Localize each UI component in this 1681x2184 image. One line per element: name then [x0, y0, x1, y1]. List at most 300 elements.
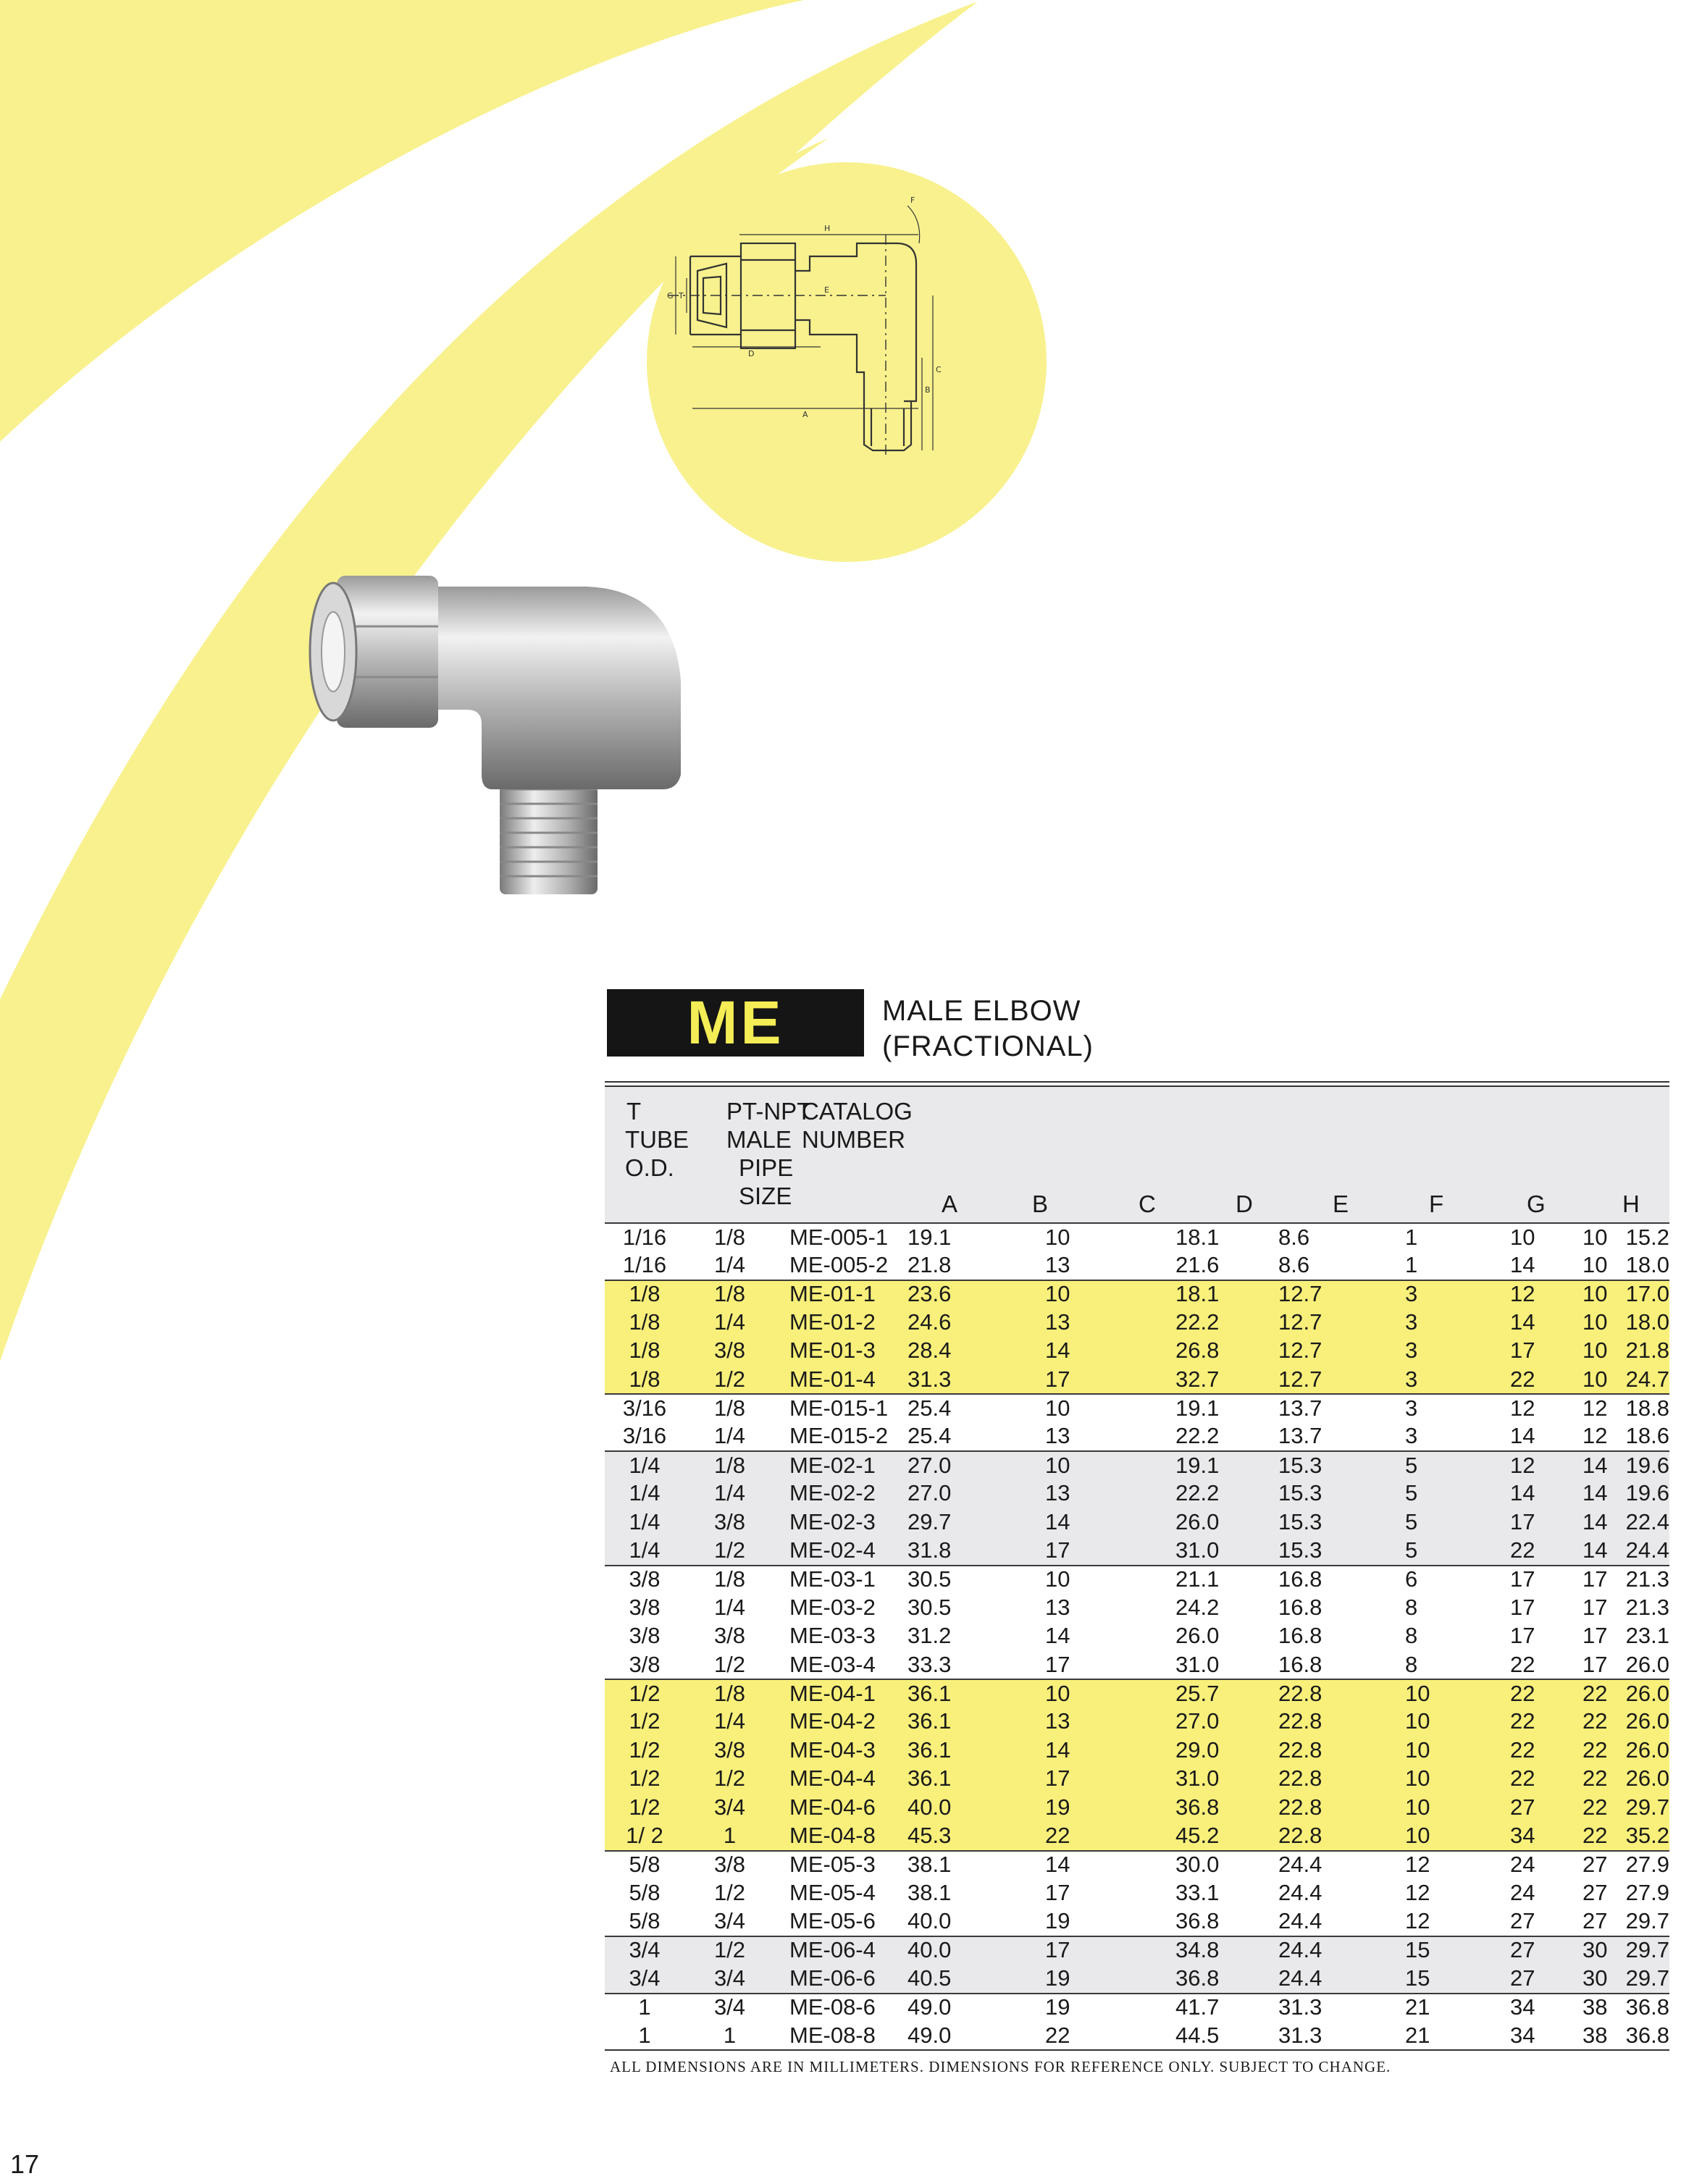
cell-h: 27.9	[1625, 1879, 1669, 1905]
table-row	[605, 1736, 1669, 1764]
cell-g: 22	[1583, 1794, 1608, 1820]
cell-g: 38	[1583, 2022, 1608, 2048]
cell-b: 14	[1045, 1508, 1070, 1534]
cell-g: 10	[1583, 1337, 1608, 1364]
header-catalog-line1: CATALOG	[802, 1098, 913, 1125]
cell-c: 18.1	[1175, 1281, 1220, 1307]
cell-pipe-size: 3/8	[713, 1508, 746, 1534]
cell-b: 17	[1045, 1537, 1070, 1563]
cell-catalog-number: ME-04-6	[789, 1794, 876, 1820]
cell-b: 17	[1045, 1366, 1070, 1392]
cell-f: 14	[1510, 1480, 1535, 1506]
product-title	[882, 994, 1094, 1064]
cell-d: 16.8	[1278, 1651, 1322, 1677]
cell-pipe-size: 3/8	[713, 1736, 746, 1763]
cell-b: 10	[1045, 1281, 1070, 1307]
cell-tube-od: 1/8	[629, 1337, 661, 1364]
cell-c: 22.2	[1175, 1309, 1220, 1335]
cell-b: 17	[1045, 1937, 1070, 1963]
cell-d: 16.8	[1278, 1594, 1322, 1620]
cell-e: 10	[1405, 1736, 1430, 1763]
cell-a: 29.7	[907, 1508, 952, 1534]
cell-tube-od: 3/8	[629, 1594, 661, 1620]
cell-g: 17	[1583, 1651, 1608, 1677]
cell-g: 10	[1583, 1281, 1608, 1307]
cell-a: 36.1	[907, 1736, 952, 1763]
cell-c: 44.5	[1175, 2022, 1220, 2048]
cell-a: 40.5	[907, 1965, 952, 1991]
table-row	[605, 1621, 1669, 1650]
cell-h: 19.6	[1625, 1480, 1669, 1506]
table-row	[605, 1479, 1669, 1508]
cell-e: 10	[1405, 1708, 1430, 1734]
cell-pipe-size: 1/2	[713, 1765, 746, 1792]
cell-h: 26.0	[1625, 1736, 1669, 1763]
dim-label-d: D	[748, 349, 755, 358]
cell-e: 8	[1405, 1651, 1418, 1677]
cell-tube-od: 3/4	[629, 1937, 661, 1963]
cell-catalog-number: ME-03-1	[789, 1566, 876, 1592]
cell-f: 34	[1510, 1822, 1535, 1848]
cell-a: 25.4	[907, 1423, 952, 1449]
cell-g: 17	[1583, 1566, 1608, 1592]
cell-catalog-number: ME-05-4	[789, 1879, 876, 1905]
cell-c: 26.0	[1175, 1623, 1220, 1649]
cell-h: 21.3	[1625, 1566, 1669, 1592]
dimensions-table	[605, 1081, 1669, 2051]
cell-a: 27.0	[907, 1480, 952, 1506]
cell-f: 17	[1510, 1508, 1535, 1534]
product-title-line2: (FRACTIONAL)	[882, 1030, 1094, 1062]
cell-catalog-number: ME-05-3	[789, 1852, 876, 1878]
cell-a: 30.5	[907, 1566, 952, 1592]
header-h: H	[1622, 1190, 1640, 1217]
cell-catalog-number: ME-01-2	[789, 1309, 876, 1335]
cell-g: 22	[1583, 1765, 1608, 1792]
cell-d: 31.3	[1278, 2022, 1322, 2048]
cell-g: 22	[1583, 1680, 1608, 1706]
cell-a: 38.1	[907, 1852, 952, 1878]
cell-e: 1	[1405, 1224, 1418, 1250]
table-row	[605, 1650, 1669, 1679]
cell-g: 14	[1583, 1508, 1608, 1534]
cell-c: 22.2	[1175, 1423, 1220, 1449]
cell-tube-od: 1	[638, 2022, 651, 2048]
cell-h: 15.2	[1625, 1224, 1669, 1250]
table-body	[605, 1222, 1669, 2049]
cell-tube-od: 1/2	[629, 1765, 661, 1792]
cell-e: 10	[1405, 1794, 1430, 1820]
cell-a: 38.1	[907, 1879, 952, 1905]
table-row	[605, 1337, 1669, 1365]
cell-c: 26.8	[1175, 1337, 1220, 1364]
cell-h: 18.6	[1625, 1423, 1669, 1449]
cell-catalog-number: ME-04-8	[789, 1822, 876, 1848]
table-row	[605, 1593, 1669, 1621]
cell-f: 34	[1510, 1994, 1535, 2020]
cell-tube-od: 1/16	[622, 1224, 667, 1250]
cell-e: 15	[1405, 1965, 1430, 1991]
cell-b: 17	[1045, 1765, 1070, 1792]
header-t-line1: T	[626, 1098, 642, 1125]
cell-a: 23.6	[907, 1281, 952, 1307]
product-code-badge	[607, 989, 864, 1057]
cell-tube-od: 3/16	[622, 1395, 667, 1421]
cell-h: 26.0	[1625, 1680, 1669, 1706]
table-row	[605, 1450, 1669, 1479]
cell-f: 22	[1510, 1651, 1535, 1677]
cell-c: 19.1	[1175, 1395, 1220, 1421]
cell-catalog-number: ME-005-1	[789, 1224, 889, 1250]
cell-c: 21.1	[1175, 1566, 1220, 1592]
cell-pipe-size: 1/8	[713, 1680, 746, 1706]
cell-d: 22.8	[1278, 1822, 1322, 1848]
cell-b: 13	[1045, 1708, 1070, 1734]
cell-tube-od: 1/4	[629, 1537, 661, 1563]
cell-d: 12.7	[1278, 1366, 1322, 1392]
cell-a: 36.1	[907, 1765, 952, 1792]
cell-tube-od: 3/16	[622, 1423, 667, 1449]
table-row	[605, 1764, 1669, 1792]
cell-a: 40.0	[907, 1937, 952, 1963]
cell-h: 27.9	[1625, 1852, 1669, 1878]
cell-e: 5	[1405, 1452, 1418, 1478]
cell-pipe-size: 1/2	[713, 1937, 746, 1963]
cell-g: 17	[1583, 1594, 1608, 1620]
cell-pipe-size: 3/8	[713, 1337, 746, 1364]
cell-a: 40.0	[907, 1794, 952, 1820]
cell-tube-od: 1/2	[629, 1794, 661, 1820]
cell-b: 13	[1045, 1252, 1070, 1278]
cell-b: 10	[1045, 1566, 1070, 1592]
cell-tube-od: 3/4	[629, 1965, 661, 1991]
cell-g: 10	[1583, 1309, 1608, 1335]
header-pt-line2: MALE	[726, 1126, 792, 1153]
cell-d: 22.8	[1278, 1680, 1322, 1706]
cell-h: 26.0	[1625, 1651, 1669, 1677]
cell-d: 13.7	[1278, 1423, 1322, 1449]
cell-e: 8	[1405, 1623, 1418, 1649]
cell-g: 14	[1583, 1480, 1608, 1506]
technical-drawing	[647, 162, 1047, 562]
cell-h: 22.4	[1625, 1508, 1669, 1534]
cell-h: 29.7	[1625, 1937, 1669, 1963]
cell-catalog-number: ME-015-1	[789, 1395, 889, 1421]
table-row	[605, 1793, 1669, 1821]
cell-catalog-number: ME-005-2	[789, 1252, 889, 1278]
cell-g: 38	[1583, 1994, 1608, 2020]
cell-tube-od: 1/4	[629, 1480, 661, 1506]
cell-catalog-number: ME-04-1	[789, 1680, 876, 1706]
cell-b: 10	[1045, 1395, 1070, 1421]
cell-e: 3	[1405, 1337, 1418, 1364]
table-row	[605, 1251, 1669, 1279]
cell-catalog-number: ME-02-2	[789, 1480, 876, 1506]
table-row	[605, 1280, 1669, 1308]
cell-tube-od: 1/2	[629, 1736, 661, 1763]
cell-c: 31.0	[1175, 1765, 1220, 1792]
cell-tube-od: 5/8	[629, 1852, 661, 1878]
cell-b: 17	[1045, 1879, 1070, 1905]
header-f: F	[1429, 1190, 1444, 1217]
cell-b: 17	[1045, 1651, 1070, 1677]
dim-label-c: C	[936, 365, 942, 374]
cell-h: 23.1	[1625, 1623, 1669, 1649]
cell-d: 12.7	[1278, 1309, 1322, 1335]
cell-e: 3	[1405, 1309, 1418, 1335]
cell-g: 14	[1583, 1537, 1608, 1563]
cell-e: 6	[1405, 1566, 1418, 1592]
cell-pipe-size: 1	[723, 2022, 737, 2048]
cell-h: 21.8	[1625, 1337, 1669, 1364]
footnote: ALL DIMENSIONS ARE IN MILLIMETERS. DIMENSIONS FOR REFERENCE ONLY. SUBJECT TO CHANGE.	[610, 2058, 1391, 2075]
cell-f: 24	[1510, 1852, 1535, 1878]
cell-pipe-size: 1/2	[713, 1366, 746, 1392]
cell-d: 24.4	[1278, 1937, 1322, 1963]
cell-f: 22	[1510, 1736, 1535, 1763]
cell-e: 12	[1405, 1908, 1430, 1934]
cell-tube-od: 1/4	[629, 1452, 661, 1478]
cell-g: 30	[1583, 1937, 1608, 1963]
cell-f: 22	[1510, 1537, 1535, 1563]
table-row	[605, 1708, 1669, 1736]
cell-c: 22.2	[1175, 1480, 1220, 1506]
table-top-rule	[605, 1081, 1669, 1083]
cell-h: 21.3	[1625, 1594, 1669, 1620]
cell-a: 33.3	[907, 1651, 952, 1677]
cell-e: 3	[1405, 1366, 1418, 1392]
cell-e: 8	[1405, 1594, 1418, 1620]
cell-g: 10	[1583, 1366, 1608, 1392]
cell-pipe-size: 1/4	[713, 1423, 746, 1449]
cell-b: 14	[1045, 1852, 1070, 1878]
cell-f: 34	[1510, 2022, 1535, 2048]
cell-catalog-number: ME-08-8	[789, 2022, 876, 2048]
cell-tube-od: 3/8	[629, 1566, 661, 1592]
dim-label-g: G	[667, 291, 674, 301]
cell-a: 31.2	[907, 1623, 952, 1649]
cell-pipe-size: 1/8	[713, 1395, 746, 1421]
cell-f: 14	[1510, 1252, 1535, 1278]
cell-b: 14	[1045, 1736, 1070, 1763]
cell-catalog-number: ME-03-4	[789, 1651, 876, 1677]
cell-d: 8.6	[1278, 1224, 1310, 1250]
cell-c: 21.6	[1175, 1252, 1220, 1278]
cell-a: 36.1	[907, 1680, 952, 1706]
cell-catalog-number: ME-03-3	[789, 1623, 876, 1649]
cell-e: 1	[1405, 1252, 1418, 1278]
cell-g: 10	[1583, 1224, 1608, 1250]
cell-catalog-number: ME-04-2	[789, 1708, 876, 1734]
header-d: D	[1236, 1190, 1253, 1217]
cell-d: 24.4	[1278, 1965, 1322, 1991]
cell-a: 25.4	[907, 1395, 952, 1421]
cell-b: 19	[1045, 1994, 1070, 2020]
cell-catalog-number: ME-05-6	[789, 1908, 876, 1934]
cell-c: 31.0	[1175, 1651, 1220, 1677]
cell-pipe-size: 1/2	[713, 1879, 746, 1905]
header-catalog-line2: NUMBER	[802, 1126, 906, 1153]
table-row	[605, 1308, 1669, 1336]
cell-d: 15.3	[1278, 1480, 1322, 1506]
cell-g: 27	[1583, 1879, 1608, 1905]
cell-b: 13	[1045, 1480, 1070, 1506]
table-row	[605, 1536, 1669, 1564]
cell-pipe-size: 1/8	[713, 1566, 746, 1592]
dim-label-t: T	[679, 291, 684, 301]
cell-g: 22	[1583, 1736, 1608, 1763]
table-row	[605, 1907, 1669, 1935]
dim-label-f: F	[910, 196, 915, 205]
cell-f: 17	[1510, 1623, 1535, 1649]
cell-f: 22	[1510, 1708, 1535, 1734]
cell-c: 26.0	[1175, 1508, 1220, 1534]
cell-pipe-size: 3/4	[713, 1994, 746, 2020]
header-pt-line3: PIPE	[739, 1154, 794, 1181]
cell-c: 41.7	[1175, 1994, 1220, 2020]
cell-pipe-size: 3/4	[713, 1965, 746, 1991]
cell-e: 5	[1405, 1480, 1418, 1506]
cell-f: 12	[1510, 1452, 1535, 1478]
cell-d: 16.8	[1278, 1566, 1322, 1592]
cell-h: 29.7	[1625, 1908, 1669, 1934]
cell-f: 24	[1510, 1879, 1535, 1905]
cell-f: 14	[1510, 1309, 1535, 1335]
cell-d: 15.3	[1278, 1508, 1322, 1534]
table-row	[605, 1565, 1669, 1593]
cell-h: 35.2	[1625, 1822, 1669, 1848]
cell-f: 27	[1510, 1965, 1535, 1991]
cell-e: 3	[1405, 1281, 1418, 1307]
dim-label-a: A	[802, 410, 808, 419]
header-pt-line4: SIZE	[739, 1183, 792, 1209]
cell-catalog-number: ME-01-3	[789, 1337, 876, 1364]
cell-f: 27	[1510, 1937, 1535, 1963]
table-row	[605, 1222, 1669, 1251]
header-e: E	[1333, 1190, 1349, 1217]
cell-b: 19	[1045, 1965, 1070, 1991]
cell-catalog-number: ME-01-4	[789, 1366, 876, 1392]
cell-h: 26.0	[1625, 1765, 1669, 1792]
cell-h: 26.0	[1625, 1708, 1669, 1734]
cell-b: 13	[1045, 1309, 1070, 1335]
cell-a: 36.1	[907, 1708, 952, 1734]
cell-c: 36.8	[1175, 1794, 1220, 1820]
cell-g: 12	[1583, 1395, 1608, 1421]
cell-pipe-size: 1/2	[713, 1537, 746, 1563]
table-row	[605, 1936, 1669, 1964]
table-row	[605, 1679, 1669, 1707]
table-row	[605, 1878, 1669, 1907]
cell-e: 10	[1405, 1822, 1430, 1848]
cell-pipe-size: 1	[723, 1822, 737, 1848]
cell-f: 27	[1510, 1794, 1535, 1820]
cell-c: 18.1	[1175, 1224, 1220, 1250]
cell-b: 22	[1045, 2022, 1070, 2048]
cell-e: 10	[1405, 1680, 1430, 1706]
cell-catalog-number: ME-03-2	[789, 1594, 876, 1620]
cell-b: 19	[1045, 1794, 1070, 1820]
cell-f: 12	[1510, 1395, 1535, 1421]
cell-b: 10	[1045, 1452, 1070, 1478]
cell-tube-od: 1/8	[629, 1281, 661, 1307]
cell-f: 17	[1510, 1594, 1535, 1620]
cell-e: 3	[1405, 1423, 1418, 1449]
cell-tube-od: 1/2	[629, 1680, 661, 1706]
cell-h: 36.8	[1625, 1994, 1669, 2020]
cell-f: 14	[1510, 1423, 1535, 1449]
cell-tube-od: 5/8	[629, 1879, 661, 1905]
cell-d: 15.3	[1278, 1452, 1322, 1478]
cell-f: 22	[1510, 1765, 1535, 1792]
cell-pipe-size: 1/8	[713, 1281, 746, 1307]
cell-h: 36.8	[1625, 2022, 1669, 2048]
cell-g: 22	[1583, 1708, 1608, 1734]
cell-pipe-size: 1/4	[713, 1708, 746, 1734]
cell-c: 36.8	[1175, 1965, 1220, 1991]
cell-d: 22.8	[1278, 1708, 1322, 1734]
page-number: 17	[10, 2149, 40, 2179]
cell-a: 30.5	[907, 1594, 952, 1620]
cell-g: 27	[1583, 1908, 1608, 1934]
cell-b: 13	[1045, 1594, 1070, 1620]
header-pt-line1: PT-NPT	[726, 1098, 812, 1125]
cell-a: 31.3	[907, 1366, 952, 1392]
cell-a: 28.4	[907, 1337, 952, 1364]
table-row	[605, 1850, 1669, 1878]
cell-pipe-size: 1/4	[713, 1309, 746, 1335]
cell-c: 34.8	[1175, 1937, 1220, 1963]
header-t-line3: O.D.	[625, 1154, 674, 1181]
cell-a: 49.0	[907, 2022, 952, 2048]
cell-e: 3	[1405, 1395, 1418, 1421]
cell-d: 24.4	[1278, 1908, 1322, 1934]
cell-tube-od: 1/8	[629, 1309, 661, 1335]
cell-c: 27.0	[1175, 1708, 1220, 1734]
cell-pipe-size: 3/4	[713, 1794, 746, 1820]
cell-pipe-size: 1/4	[713, 1594, 746, 1620]
cell-h: 19.6	[1625, 1452, 1669, 1478]
cell-h: 24.4	[1625, 1537, 1669, 1563]
cell-d: 13.7	[1278, 1395, 1322, 1421]
header-g: G	[1527, 1190, 1546, 1217]
cell-tube-od: 1/4	[629, 1508, 661, 1534]
cell-d: 15.3	[1278, 1537, 1322, 1563]
table-row	[605, 1508, 1669, 1536]
cell-d: 22.8	[1278, 1736, 1322, 1763]
cell-c: 30.0	[1175, 1852, 1220, 1878]
table-header	[605, 1087, 1669, 1222]
table-row	[605, 1821, 1669, 1849]
cell-e: 12	[1405, 1852, 1430, 1878]
cell-d: 12.7	[1278, 1281, 1322, 1307]
header-c: C	[1139, 1190, 1156, 1217]
cell-b: 10	[1045, 1224, 1070, 1250]
cell-a: 49.0	[907, 1994, 952, 2020]
cell-h: 29.7	[1625, 1965, 1669, 1991]
cell-d: 22.8	[1278, 1765, 1322, 1792]
cell-b: 14	[1045, 1337, 1070, 1364]
cell-catalog-number: ME-015-2	[789, 1423, 889, 1449]
cell-tube-od: 5/8	[629, 1908, 661, 1934]
cell-d: 8.6	[1278, 1252, 1310, 1278]
table-row	[605, 1993, 1669, 2021]
cell-a: 31.8	[907, 1537, 952, 1563]
cell-c: 25.7	[1175, 1680, 1220, 1706]
cell-catalog-number: ME-02-4	[789, 1537, 876, 1563]
cell-b: 19	[1045, 1908, 1070, 1934]
cell-e: 21	[1405, 1994, 1430, 2020]
